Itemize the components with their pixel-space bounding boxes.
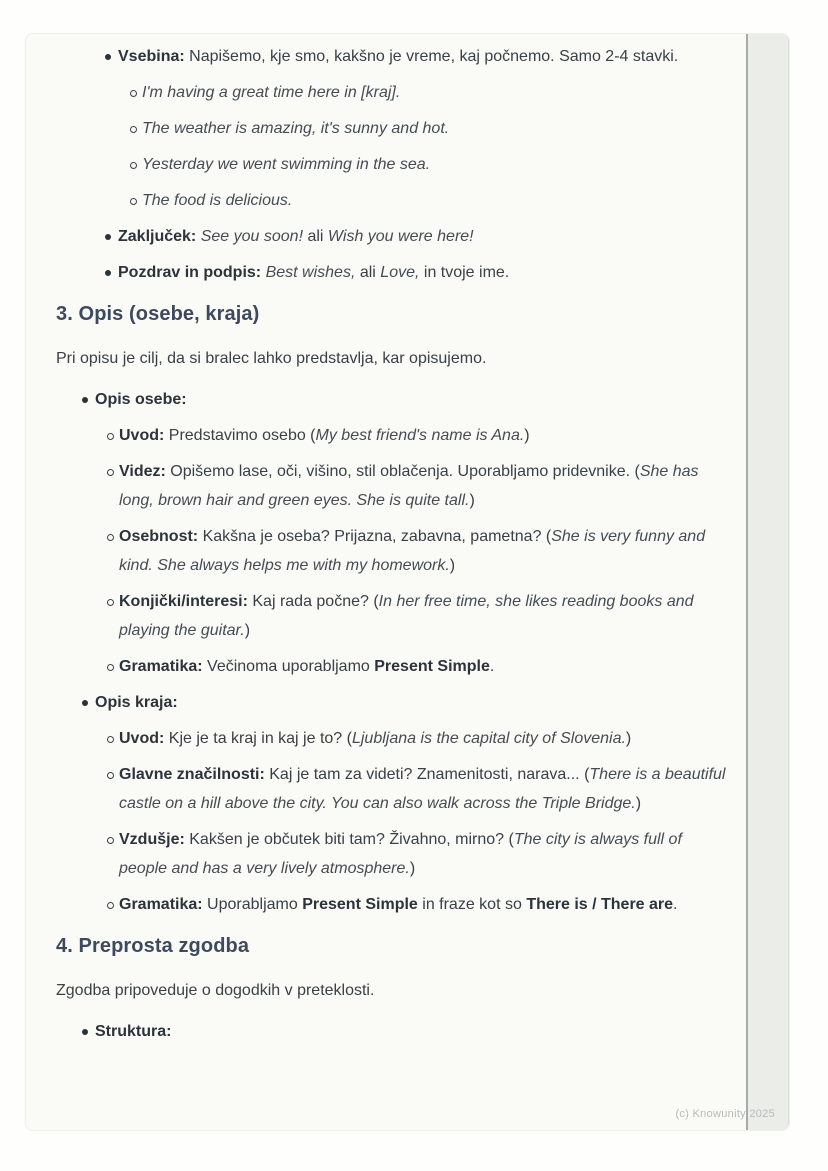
list-item: [105, 222, 729, 251]
italic-text: Ljubljana is the capital city of Slovenia.: [351, 730, 626, 747]
bold-text: Glavne značilnosti:: [119, 766, 265, 783]
bold-text: Gramatika:: [119, 896, 203, 913]
text-run: Pri opisu je cilj, da si bralec lahko predstavlja, kar opisujemo.: [56, 350, 487, 367]
list-item-text: [95, 694, 178, 711]
text-run: Kaj rada počne? (: [247, 593, 379, 610]
bold-text: Uvod:: [119, 730, 165, 747]
list-item-text: [142, 84, 400, 101]
bold-text: Opis osebe:: [95, 391, 187, 408]
bold-text: Konjički/interesi:: [119, 593, 248, 610]
sub-list-item: [130, 150, 729, 179]
text-run: .: [489, 658, 495, 675]
text-run: ): [409, 860, 416, 877]
scrollbar-track[interactable]: [746, 34, 789, 1130]
list-item: [82, 1017, 729, 1046]
paragraph: [56, 976, 729, 1005]
list-item-text: [119, 528, 705, 574]
italic-text: My best friend's name is Ana.: [315, 427, 525, 444]
document-page: [25, 33, 790, 1131]
list-item: [105, 42, 729, 215]
sub-list-item: [107, 522, 729, 580]
sub-list-item: [107, 652, 729, 681]
sub-list-item: [107, 890, 729, 919]
bullet-list: [79, 42, 729, 287]
text-run: Napišemo, kje smo, kakšno je vreme, kaj počnemo. Samo 2-4 stavki.: [184, 48, 679, 65]
italic-text: She has long, brown hair and green eyes. She is quite tall.: [119, 463, 699, 509]
italic-text: Love,: [380, 264, 420, 281]
bold-text: There is / There are: [526, 896, 674, 913]
list-item-text: [119, 658, 494, 675]
text-run: Kakšna je oseba? Prijazna, zabavna, pametna? (: [198, 528, 552, 545]
list-item-text: [118, 228, 474, 245]
text-run: in fraze kot so: [417, 896, 527, 913]
bold-text: Pozdrav in podpis:: [118, 264, 262, 281]
italic-text: The city is always full of people and has a very lively atmosphere.: [119, 831, 682, 877]
text-run: ): [625, 730, 632, 747]
text-run: Večinoma uporabljamo: [202, 658, 375, 675]
section-heading: 3. Opis (osebe, kraja): [56, 303, 260, 325]
list-item-text: [119, 766, 725, 812]
text-run: ): [244, 622, 251, 639]
section-heading: 4. Preprosta zgodba: [56, 935, 250, 957]
sub-list-item: [130, 78, 729, 107]
italic-text: Yesterday we went swimming in the sea.: [142, 156, 431, 173]
italic-text: The weather is amazing, it's sunny and hot.: [142, 120, 450, 137]
bold-text: Present Simple: [374, 658, 490, 675]
italic-text: There is a beautiful castle on a hill above the city. You can also walk across the Triple Bridge.: [119, 766, 726, 812]
italic-text: Best wishes,: [265, 264, 356, 281]
list-item-text: [142, 120, 449, 137]
bold-text: Zaključek:: [118, 228, 197, 245]
text-run: Uporabljamo: [202, 896, 303, 913]
italic-text: She is very funny and kind. She always helps me with my homework.: [119, 528, 706, 574]
text-run: Zgodba pripoveduje o dogodkih v preteklosti.: [56, 982, 375, 999]
list-item: [105, 258, 729, 287]
list-item-text: [95, 1023, 171, 1040]
list-item-text: [119, 463, 699, 509]
bullet-list: [56, 1017, 729, 1046]
text-run: Kaj je tam za videti? Znamenitosti, narava... (: [264, 766, 590, 783]
list-item-text: [119, 593, 694, 639]
sub-bullet-list: [95, 724, 729, 919]
list-item-text: [119, 427, 530, 444]
watermark: (c) Knowunity 2025: [675, 1108, 775, 1120]
bold-text: Present Simple: [302, 896, 418, 913]
sub-list-item: [107, 421, 729, 450]
text-run: ): [469, 492, 475, 509]
bold-text: Vzdušje:: [119, 831, 185, 848]
sub-list-item: [107, 587, 729, 645]
sub-bullet-list: [118, 78, 729, 215]
paragraph: [56, 344, 729, 373]
list-item-text: [119, 831, 682, 877]
sub-list-item: [130, 186, 729, 215]
list-item-text: [142, 192, 292, 209]
list-item-text: [95, 391, 187, 408]
sub-list-item: [107, 724, 729, 753]
document-content: [26, 34, 789, 1130]
bold-text: Uvod:: [119, 427, 165, 444]
bullet-list: [56, 385, 729, 919]
sub-list-item: [107, 825, 729, 883]
italic-text: See you soon!: [200, 228, 304, 245]
bold-text: Struktura:: [95, 1023, 172, 1040]
sub-list-item: [107, 760, 729, 818]
text-run: Predstavimo osebo (: [164, 427, 316, 444]
sub-list-item: [130, 114, 729, 143]
italic-text: In her free time, she likes reading books and playing the guitar.: [119, 593, 694, 639]
bold-text: Gramatika:: [119, 658, 203, 675]
text-run: Kakšen je občutek biti tam? Živahno, mirno? (: [184, 831, 514, 848]
text-run: ): [449, 557, 456, 574]
list-item-text: [142, 156, 430, 173]
text-run: ali: [303, 228, 328, 245]
bold-text: Osebnost:: [119, 528, 199, 545]
text-run: ali: [355, 264, 381, 281]
italic-text: I'm having a great time here in [kraj].: [142, 84, 401, 101]
text-run: .: [673, 896, 678, 913]
text-run: Opišemo lase, oči, višino, stil oblačenja. Uporabljamo pridevnike. (: [165, 463, 640, 480]
text-run: ): [635, 795, 642, 812]
list-item: [82, 385, 729, 681]
list-item-text: [118, 48, 678, 65]
bold-text: Videz:: [119, 463, 166, 480]
italic-text: The food is delicious.: [142, 192, 293, 209]
list-item-text: [119, 730, 631, 747]
text-run: in tvoje ime.: [419, 264, 510, 281]
list-item-text: [118, 264, 509, 281]
list-item: [82, 688, 729, 919]
sub-bullet-list: [95, 421, 729, 681]
text-run: Kje je ta kraj in kaj je to? (: [164, 730, 352, 747]
italic-text: Wish you were here!: [327, 228, 474, 245]
sub-list-item: [107, 457, 729, 515]
list-item-text: [119, 896, 678, 913]
bold-text: Opis kraja:: [95, 694, 178, 711]
bold-text: Vsebina:: [118, 48, 185, 65]
text-run: ): [524, 427, 530, 444]
